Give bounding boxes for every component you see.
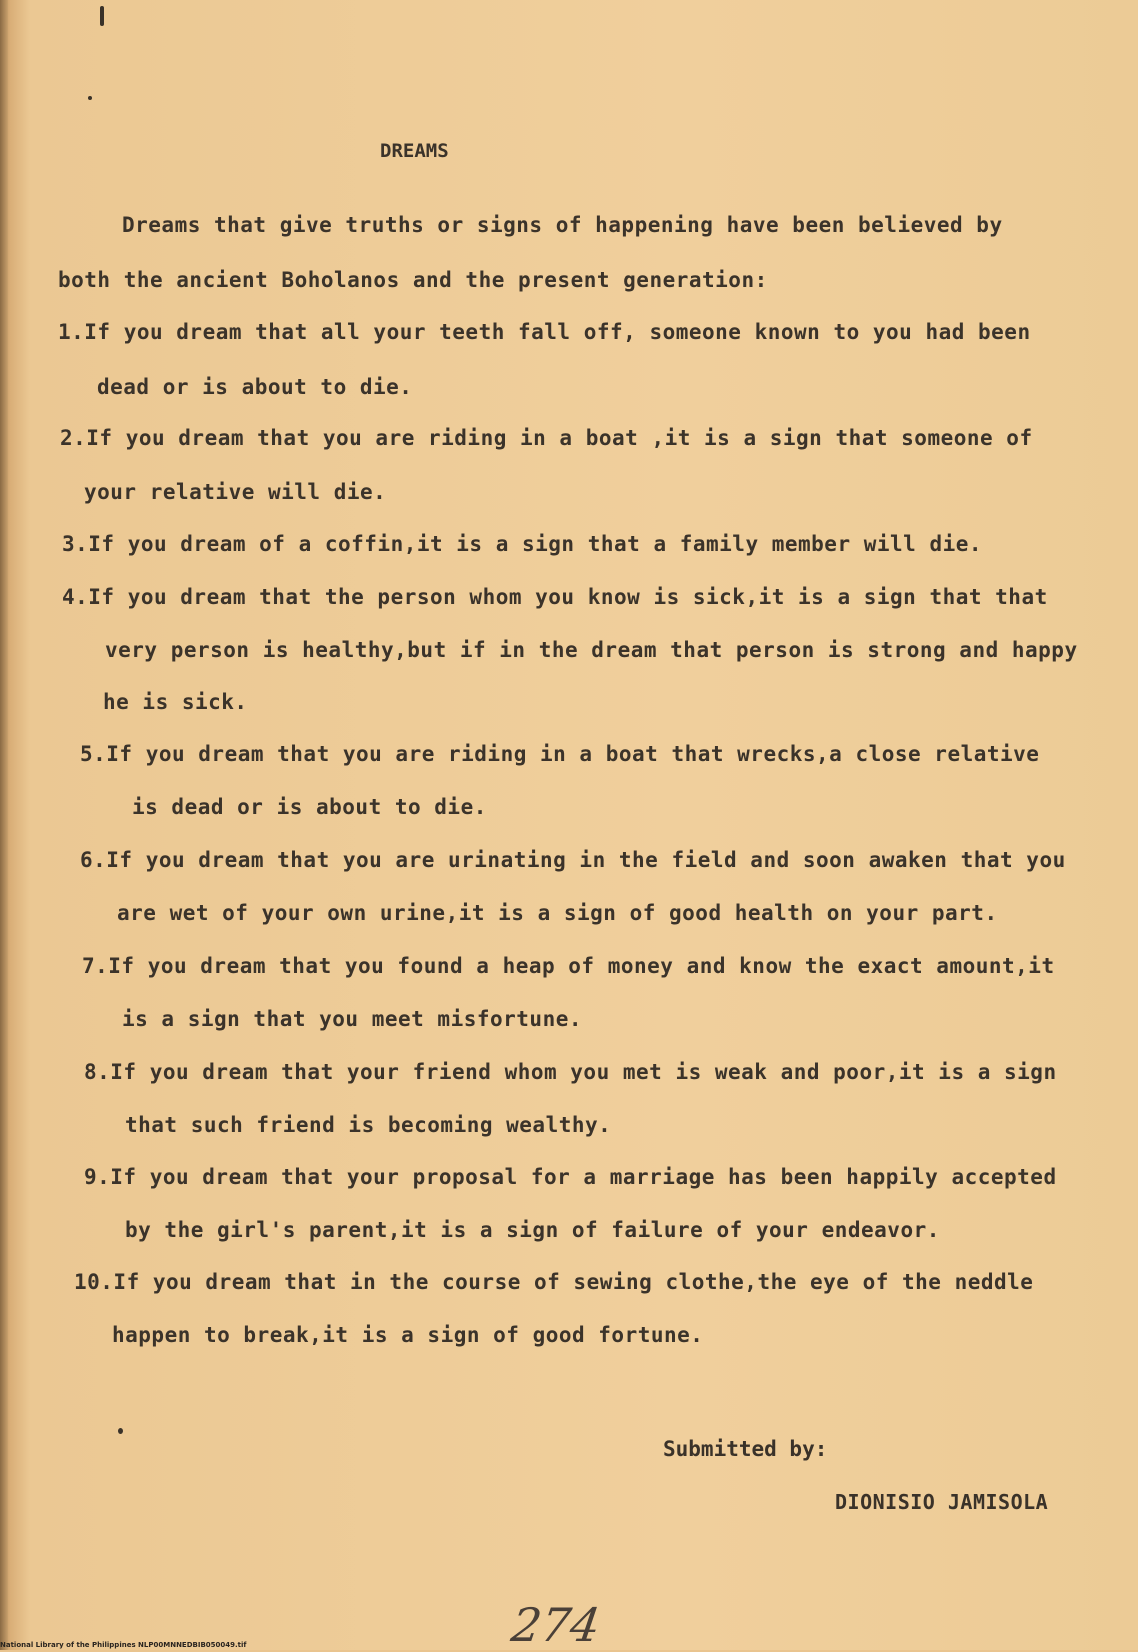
text-line: 10.If you dream that in the course of sewing clothe,the eye of the neddle bbox=[74, 1270, 1034, 1294]
handwritten-page-number: 274 bbox=[508, 1598, 604, 1652]
text-line: 6.If you dream that you are urinating in the field and soon awaken that you bbox=[80, 848, 1066, 872]
archive-footer: National Library of the Philippines NLP00MNNEDBIB050049.tif bbox=[0, 1641, 247, 1649]
text-line: by the girl's parent,it is a sign of failure of your endeavor. bbox=[125, 1218, 940, 1242]
text-line: Dreams that give truths or signs of happening have been believed by bbox=[122, 213, 1003, 237]
text-line: 8.If you dream that your friend whom you met is weak and poor,it is a sign bbox=[84, 1060, 1057, 1084]
paper-edge-shadow bbox=[0, 0, 8, 1650]
signer-name: DIONISIO JAMISOLA bbox=[835, 1490, 1049, 1514]
text-line: is a sign that you meet misfortune. bbox=[122, 1007, 583, 1031]
text-line: dead or is about to die. bbox=[97, 375, 413, 399]
text-line: 2.If you dream that you are riding in a boat ,it is a sign that someone of bbox=[60, 426, 1033, 450]
text-line: 3.If you dream of a coffin,it is a sign that a family member will die. bbox=[62, 532, 983, 556]
ink-speck bbox=[118, 1428, 123, 1434]
text-line: both the ancient Boholanos and the present generation: bbox=[58, 268, 768, 292]
text-line: your relative will die. bbox=[84, 480, 387, 504]
text-line: are wet of your own urine,it is a sign of good health on your part. bbox=[117, 901, 998, 925]
text-line: very person is healthy,but if in the dream that person is strong and happy bbox=[105, 638, 1078, 662]
text-line: 5.If you dream that you are riding in a boat that wrecks,a close relative bbox=[80, 742, 1040, 766]
text-line: 9.If you dream that your proposal for a marriage has been happily accepted bbox=[84, 1165, 1057, 1189]
text-line: 1.If you dream that all your teeth fall off, someone known to you had been bbox=[58, 320, 1031, 344]
text-line: that such friend is becoming wealthy. bbox=[125, 1113, 612, 1137]
ink-speck bbox=[100, 6, 104, 26]
submitted-by-label: Submitted by: bbox=[663, 1437, 828, 1461]
text-line: is dead or is about to die. bbox=[132, 795, 487, 819]
document-title: DREAMS bbox=[380, 140, 449, 162]
ink-speck bbox=[88, 96, 92, 100]
text-line: happen to break,it is a sign of good fortune. bbox=[112, 1323, 704, 1347]
text-line: 7.If you dream that you found a heap of money and know the exact amount,it bbox=[82, 954, 1055, 978]
text-line: he is sick. bbox=[103, 690, 248, 714]
text-line: 4.If you dream that the person whom you know is sick,it is a sign that that bbox=[62, 585, 1048, 609]
